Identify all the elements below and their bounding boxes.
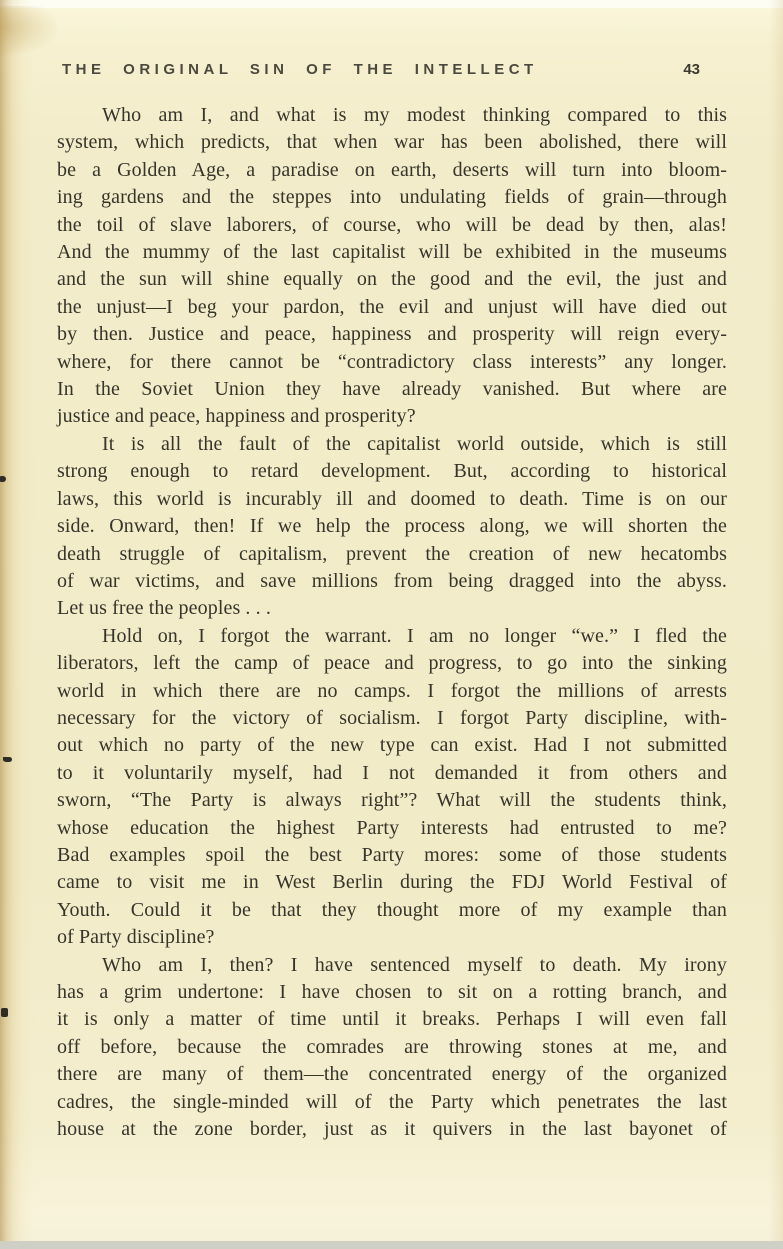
text-line: cadres, the single-minded will of the Party which penetrates the last [57,1090,727,1113]
text-line: necessary for the victory of socialism. I forgot Party discipline, with- [57,706,727,729]
text-line: world in which there are no camps. I forgot the millions of arrests [57,679,727,702]
text-line: where, for there cannot be “contradictory class interests” any longer. [57,350,727,373]
paragraph [57,431,727,623]
text-line: justice and peace, happiness and prosperity? [57,405,416,428]
text-line: liberators, left the camp of peace and progress, to go into the sinking [57,652,727,675]
running-header [62,61,726,81]
text-line: ing gardens and the steppes into undulating fields of grain—through [57,186,727,209]
text-line: It is all the fault of the capitalist world outside, which is still [102,432,727,455]
text-line: be a Golden Age, a paradise on earth, deserts will turn into bloom- [57,158,727,181]
page-spine-edge [0,0,34,1249]
page-corner-shadow [0,6,60,58]
text-line: it is only a matter of time until it breaks. Perhaps I will even fall [57,1008,727,1031]
text-line: Let us free the peoples . . . [57,597,271,620]
text-line: has a grim undertone: I have chosen to sit on a rotting branch, and [57,981,727,1003]
text-line: and the sun will shine equally on the good and the evil, the just and [57,268,727,291]
text-line: laws, this world is incurably ill and doomed to death. Time is on our [57,487,727,510]
scan-bottom-strip [0,1241,783,1249]
text-line: death struggle of capitalism, prevent the creation of new hecatombs [57,542,727,565]
text-line: off before, because the comrades are throwing stones at me, and [57,1035,727,1058]
ink-speck [1,1008,8,1017]
ink-speck [3,757,12,762]
text-line: by then. Justice and peace, happiness and prosperity will reign every- [57,323,727,346]
text-line: house at the zone border, just as it quivers in the last bayonet of [57,1118,727,1141]
text-line: In the Soviet Union they have already vanished. But where are [57,378,727,401]
text-line: strong enough to retard development. But, according to historical [57,460,727,483]
text-line: came to visit me in West Berlin during the FDJ World Festival of [57,871,727,894]
text-line: whose education the highest Party interests had entrusted to me? [57,816,727,839]
text-line: system, which predicts, that when war has been abolished, there will [57,131,727,154]
text-line: Youth. Could it be that they thought more of my example than [57,898,727,921]
text-line: side. Onward, then! If we help the process along, we will shorten the [57,515,727,538]
text-line: Hold on, I forgot the warrant. I am no longer “we.” I fled the [102,624,727,647]
ink-speck [0,476,6,482]
page-right-edge [769,0,783,1249]
text-line: there are many of them—the concentrated energy of the organized [57,1063,727,1086]
text-line: sworn, “The Party is always right”? What will the students think, [57,789,727,812]
body-text [57,102,727,1143]
paragraph [57,102,727,431]
text-line: the unjust—I beg your pardon, the evil and unjust will have died out [57,295,727,318]
text-line: to it voluntarily myself, had I not demanded it from others and [57,761,727,784]
running-title: THE ORIGINAL SIN OF THE INTELLECT [62,61,538,78]
text-line: of war victims, and save millions from being dragged into the abyss. [57,569,727,592]
paragraph [57,623,727,952]
page-number: 43 [683,61,700,78]
text-line: of Party discipline? [57,926,215,949]
paragraph [57,952,727,1144]
text-line: Who am I, then? I have sentenced myself to death. My irony [102,953,727,976]
text-line: Bad examples spoil the best Party mores: some of those students [57,843,727,866]
text-line: And the mummy of the last capitalist will be exhibited in the museums [57,241,727,264]
text-line: Who am I, and what is my modest thinking compared to this [102,104,727,126]
text-line: the toil of slave laborers, of course, who will be dead by then, alas! [57,213,727,236]
scan-top-strip [0,0,783,8]
text-line: out which no party of the new type can exist. Had I not submitted [57,734,727,757]
